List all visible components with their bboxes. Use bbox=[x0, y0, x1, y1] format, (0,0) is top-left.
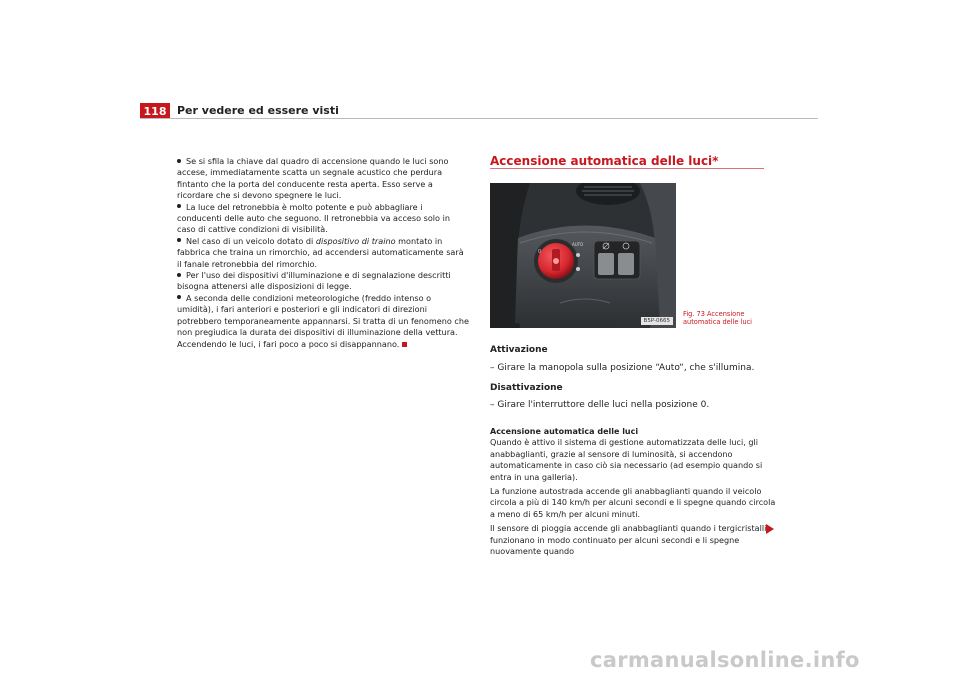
bullet-icon bbox=[177, 159, 181, 163]
figure-light-switch bbox=[490, 183, 676, 328]
left-column bbox=[177, 156, 469, 350]
running-header: Per vedere ed essere visti bbox=[177, 104, 339, 117]
body-paragraph: Il sensore di pioggia accende gli anabbaglianti quando i tergicristalli funzionano in modo continuato per alcuni secondi e li spegne nuovamente quando bbox=[490, 523, 767, 557]
bullet-icon bbox=[177, 204, 181, 208]
body-paragraph: La funzione autostrada accende gli anabbaglianti quando il veicolo circola a più di 140 km/h per alcuni secondi e li spegne quando circola a meno di 65 km/h per alcuni minuti. bbox=[490, 486, 776, 519]
figure-code: B5P-0665 bbox=[641, 317, 673, 325]
body-heading: Accensione automatica delle luci bbox=[490, 427, 639, 436]
page-number: 118 bbox=[140, 103, 170, 119]
bullet-item bbox=[177, 270, 469, 293]
bullet-item bbox=[177, 202, 469, 236]
figure-caption: Fig. 73 Accensione automatica delle luci bbox=[683, 310, 753, 326]
svg-text:0: 0 bbox=[538, 249, 542, 255]
bullet-item bbox=[177, 156, 469, 202]
continue-arrow-icon bbox=[766, 524, 774, 534]
deactivation-heading: Disattivazione bbox=[490, 383, 563, 393]
light-switch-illustration bbox=[490, 183, 676, 328]
section-rule bbox=[490, 168, 764, 169]
bullet-text: montato in fabbrica che traina un rimorchio, ad accendersi automaticamente sarà il fanale retronebbia del rimorchio. bbox=[177, 235, 464, 269]
bullet-icon bbox=[177, 295, 181, 299]
bullet-text: Nel caso di un veicolo dotato di bbox=[186, 235, 316, 246]
section-title: Accensione automatica delle luci* bbox=[490, 154, 719, 168]
bullet-text: Per l'uso dei dispositivi d'illuminazione e di segnalazione descritti bisogna attenersi alle disposizioni di legge. bbox=[177, 270, 451, 292]
bullet-text: A seconda delle condizioni meteorologiche (freddo intenso o umidità), i fari anteriori e posteriori e gli indicatori di direzioni potrebbero temporaneamente appannarsi. Si tratta di un fenomeno che non pregiudica la durata dei dispositivi di illuminazione della vettura. Accendendo le luci, i fari poco a poco si disappannano. bbox=[177, 292, 469, 349]
bullet-italic: dispositivo di traino bbox=[315, 235, 396, 246]
header-rule bbox=[140, 118, 818, 119]
body-text bbox=[490, 426, 776, 560]
bullet-text: La luce del retronebbia è molto potente e può abbagliare i conducenti delle auto che seguono. Il retronebbia va acceso solo in caso di cattive condizioni di visibilità. bbox=[177, 201, 450, 235]
bullet-text: Se si sfila la chiave dal quadro di accensione quando le luci sono accese, immediatamente scatta un segnale acustico che perdura fintanto che la porta del conducente resta aperta. Esso serve a ricordare che si devono spegnere le luci. bbox=[177, 156, 449, 201]
activation-heading: Attivazione bbox=[490, 345, 548, 355]
deactivation-step: – Girare l'interruttore delle luci nella posizione 0. bbox=[490, 400, 710, 410]
bullet-icon bbox=[177, 238, 181, 242]
activation-step: – Girare la manopola sulla posizione “Auto“, che s'illumina. bbox=[490, 363, 755, 373]
end-of-section-icon bbox=[402, 342, 407, 347]
knob-auto-label: AUTO bbox=[572, 242, 584, 247]
body-paragraph: Quando è attivo il sistema di gestione automatizzata delle luci, gli anabbaglianti, grazie al sensore di luminosità, si accendono automaticamente in caso ciò sia necessario (ad esempio quando si entra in una galleria). bbox=[490, 437, 763, 482]
watermark: carmanualsonline.info bbox=[590, 648, 860, 672]
bullet-item-towing bbox=[177, 236, 469, 270]
bullet-icon bbox=[177, 273, 181, 277]
bullet-item bbox=[177, 293, 469, 350]
